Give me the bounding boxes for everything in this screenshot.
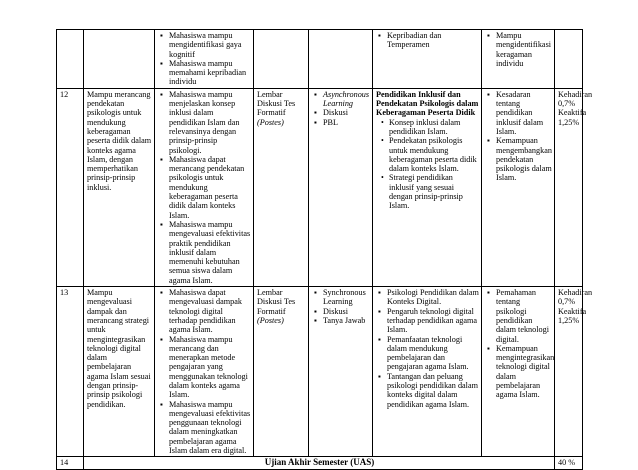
list-item: • Pendekatan psikologis untuk mendukung keberagaman peserta didik dalam konteks Islam. [389,136,479,173]
table-row-week-14 [57,457,583,469]
uas-label: Ujian Akhir Semester (UAS) [84,457,555,469]
cell-cpmk: Mampu mengevaluasi dampak dan merancang strategi untuk mengintegrasikan teknologi digital dalam pembelajaran agama Islam sesuai dengan prinsip-prinsip psikologi pendidikan. [84,287,155,457]
capaian-list [485,31,552,68]
list-item: ▪ Mahasiswa mampu menjelaskan konsep inklusi dalam pendidikan Islam dan relevansinya dengan prinsip-prinsip psikologi. [169,90,251,155]
list-item: ▪ Diskusi [323,108,370,117]
list-item: • Konsep inklusi dalam pendidikan Islam. [389,118,479,137]
cell-materi [373,287,482,457]
list-item: ▪ Tantangan dan peluang psikologi pendidikan dalam konteks digital dalam pendidikan agama Islam. [387,372,479,409]
penilaian-text: Lembar Diskusi Tes Formatif [257,89,296,118]
list-item: ▪ Mahasiswa mampu mengidentifikasi gaya kognitif [169,31,251,59]
list-item: ▪ Mahasiswa mampu mengevaluasi efektivitas penggunaan teknologi dalam meningkatkan pembelajaran agama Islam dalam era digital. [169,400,251,456]
materi-list [376,288,479,409]
list-item: ▪ Mahasiswa mampu memahami kepribadian individu [169,59,251,87]
cell-materi [373,88,482,286]
cell-bobot: Kehadiran 0,7% Keaktifa 1,25% [555,287,583,457]
list-item: ▪ Tanya Jawab [323,316,370,325]
cell-capaian [482,88,555,286]
rps-table [56,29,593,470]
penilaian-text: Lembar Diskusi Tes Formatif [257,288,296,316]
cell-metode [309,30,373,89]
list-item: ▪ Pengaruh teknologi digital terhadap pendidikan agama Islam. [387,307,479,335]
list-item: ▪ Kemampuan mengembangkan pendekatan psikologis dalam Islam. [496,136,552,182]
list-item: ▪ Mampu mengidentifikasi keragaman individu [496,31,552,68]
cell-bobot: Kehadiran 0,7% Keaktifa 1,25% [555,88,583,286]
materi-title: Pendidikan Inklusif dan Pendekatan Psikologis dalam Keberagaman Peserta Didik [376,89,479,118]
cell-penilaian [254,30,309,89]
cell-penilaian [254,88,309,286]
cell-metode [309,287,373,457]
table-row-week-13 [57,287,583,457]
list-item: ▪ Mahasiswa dapat merancang pendekatan psikologis untuk mendukung keberagaman peserta didik dalam konteks Islam. [169,155,251,220]
metode-list [312,288,370,325]
cell-week: 14 [57,457,84,469]
table-row-continuation [57,30,583,89]
cell-indikator [155,287,254,457]
list-item: ▪ Kemampuan mengintegrasikan teknologi digital dalam pembelajaran agama Islam. [496,344,552,400]
list-item: ▪ Diskusi [323,307,370,316]
list-item: ▪ Pemahaman tentang psikologi pendidikan dalam teknologi digital. [496,288,552,344]
list-item: ▪ Mahasiswa mampu mengevaluasi efektivitas praktik pendidikan inklusif dalam memenuhi kebutuhan semua siswa dalam agama Islam. [169,220,251,285]
cell-indikator [155,30,254,89]
indikator-list [158,288,251,455]
cell-capaian [482,30,555,89]
penilaian-note: (Postes) [257,117,284,127]
metode-list [312,90,370,127]
cell-cpmk [84,30,155,89]
cell-metode [309,88,373,286]
list-item: ▪ Psikologi Pendidikan dalam Konteks Digital. [387,288,479,307]
indikator-list [158,90,251,285]
list-item: ▪ Mahasiswa mampu merancang dan menerapkan metode pengajaran yang menggunakan teknologi dalam konteks agama Islam. [169,335,251,400]
list-item: • Strategi pendidikan inklusif yang sesuai dengan prinsip-prinsip Islam. [389,173,479,210]
indikator-list [158,31,251,87]
cell-week: 12 [57,88,84,286]
list-item: ▪ Mahasiswa dapat mengevaluasi dampak teknologi digital terhadap pendidikan agama Islam. [169,288,251,334]
list-item: ▪ PBL [323,118,370,127]
materi-list [376,118,479,211]
list-item: ▪ Pemanfaatan teknologi dalam mendukung pembelajaran dan pengajaran agama Islam. [387,335,479,372]
rps-table-page [56,29,593,470]
list-item: ▪ Kepribadian dan Temperamen [387,31,479,50]
table-row-week-12 [57,88,583,286]
list-item: ▪ Kesadaran tentang pendidikan inklusif dalam Islam. [496,90,552,136]
capaian-list [485,288,555,400]
cell-bobot [555,30,583,89]
penilaian-note: (Postes) [257,315,284,325]
cell-capaian [482,287,555,457]
list-item: ▪ Synchronous Learning [323,288,370,307]
materi-list [376,31,479,50]
cell-week [57,30,84,89]
capaian-list [485,90,552,183]
cell-indikator [155,88,254,286]
cell-cpmk: Mampu merancang pendekatan psikologis untuk mendukung keberagaman peserta didik dalam konteks agama Islam, dengan memperhatikan prinsip-prinsip inklusi. [84,88,155,286]
cell-bobot: 40 % [555,457,583,469]
list-item: ▪ Asynchronous Learning [323,90,370,109]
cell-penilaian [254,287,309,457]
cell-materi [373,30,482,89]
cell-week: 13 [57,287,84,457]
